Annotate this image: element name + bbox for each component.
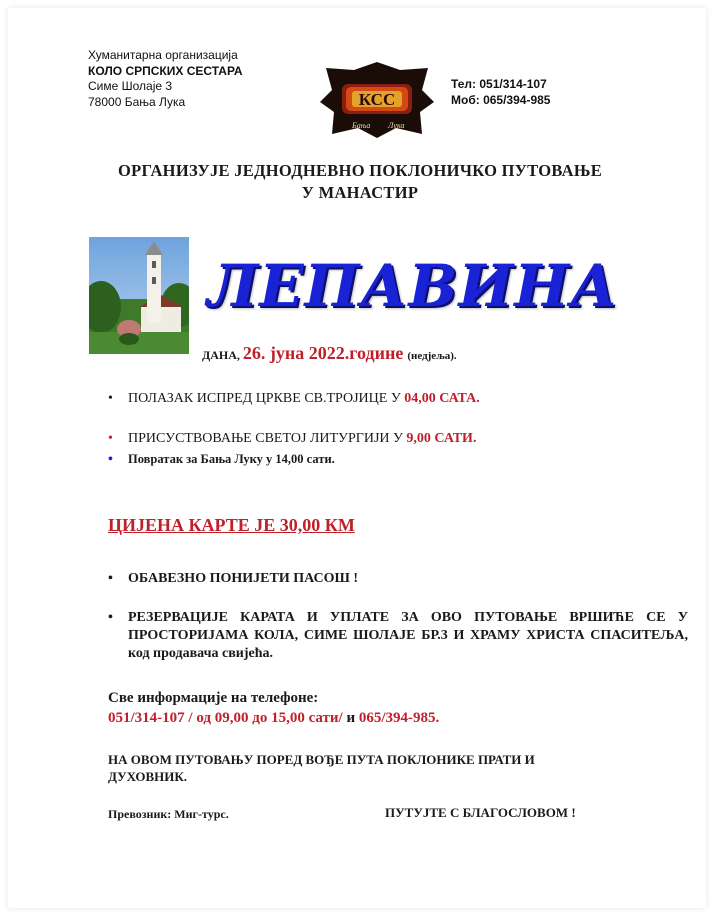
schedule-text: Повратак за Бања Луку у 14,00 сати. [128, 452, 335, 466]
schedule-text: ПОЛАЗАК ИСПРЕД ЦРКВЕ СВ.ТРОЈИЦЕ У [128, 391, 405, 406]
headline [80, 160, 640, 204]
schedule-item-liturgy [108, 431, 476, 447]
guide-line1: НА ОВОМ ПУТОВАЊУ ПОРЕД ВОЂЕ ПУТА ПОКЛОНИКЕ ПРАТИ И [108, 752, 535, 767]
bullet: • [108, 571, 113, 586]
passport-note [108, 571, 358, 587]
carrier-text: Превозник: Миг-турс. [108, 807, 229, 821]
guide-note [108, 751, 535, 785]
schedule-item-departure [108, 391, 480, 407]
headline-line1: ОРГАНИЗУЈЕ ЈЕДНОДНЕВНО ПОКЛОНИЧКО ПУТОВАЊЕ [117, 161, 603, 180]
info-numbers-a: 051/314-107 / од 09,00 до 15,00 сати/ [108, 710, 343, 726]
contacts-block [451, 76, 550, 108]
organization-block [88, 48, 243, 110]
guide-line2: ДУХОВНИК. [108, 769, 188, 784]
bullet: • [108, 452, 113, 467]
monastery-photo [89, 237, 189, 354]
info-label: Све информације на телефоне: [108, 690, 319, 706]
logo-sub-left: Бања [352, 121, 371, 130]
logo-sub-right: Лука [388, 121, 405, 130]
date-value: 26. јуна 2022.године [242, 343, 404, 363]
headline-line2: У МАНАСТИР [301, 183, 419, 202]
date-line [202, 343, 457, 364]
org-type: Хуманитарна организација [88, 48, 238, 62]
logo-text: КСС [358, 90, 396, 109]
mobile-text: Моб: 065/394-985 [451, 93, 551, 107]
org-name: КОЛО СРПСКИХ СЕСТАРА [88, 63, 243, 78]
date-weekday: (недјеља). [407, 350, 457, 362]
contact-info [108, 688, 439, 728]
monastery-title: ЛЕПАВИНА [207, 252, 619, 320]
schedule-text: ПРИСУСТВОВАЊЕ СВЕТОЈ ЛИТУРГИЈИ У [128, 431, 407, 446]
bullet: • [108, 391, 113, 406]
reservation-note [108, 609, 688, 663]
organization-logo [318, 60, 436, 140]
info-and: и [342, 710, 359, 726]
ticket-price: ЦИЈЕНА КАРТЕ ЈЕ 30,00 КМ [108, 515, 355, 535]
phone-text: Тел: 051/314-107 [451, 77, 547, 91]
org-street: Симе Шолаје 3 [88, 79, 173, 93]
reservation-text: РЕЗЕРВАЦИЈЕ КАРАТА И УПЛАТЕ ЗА ОВО ПУТОВАЊЕ ВРШИЋЕ СЕ У ПРОСТОРИЈАМА КОЛА, СИМЕ ШОЛАЈЕ БР.3 И ХРАМУ ХРИСТА СПАСИТЕЉА, код продавача свијећа. [128, 610, 688, 661]
schedule-time: 04,00 САТА. [404, 391, 480, 406]
date-prefix: ДАНА, [202, 348, 243, 362]
blessing-text: ПУТУЈТЕ С БЛАГОСЛОВОМ ! [385, 805, 576, 820]
org-city: 78000 Бања Лука [88, 94, 186, 109]
bullet: • [108, 431, 113, 446]
bullet: • [108, 610, 113, 625]
schedule-time: 9,00 САТИ. [406, 431, 477, 446]
info-numbers-b: 065/394-985. [358, 710, 440, 726]
schedule-item-return [108, 452, 335, 468]
passport-text: ОБАВЕЗНО ПОНИЈЕТИ ПАСОШ ! [128, 571, 359, 586]
